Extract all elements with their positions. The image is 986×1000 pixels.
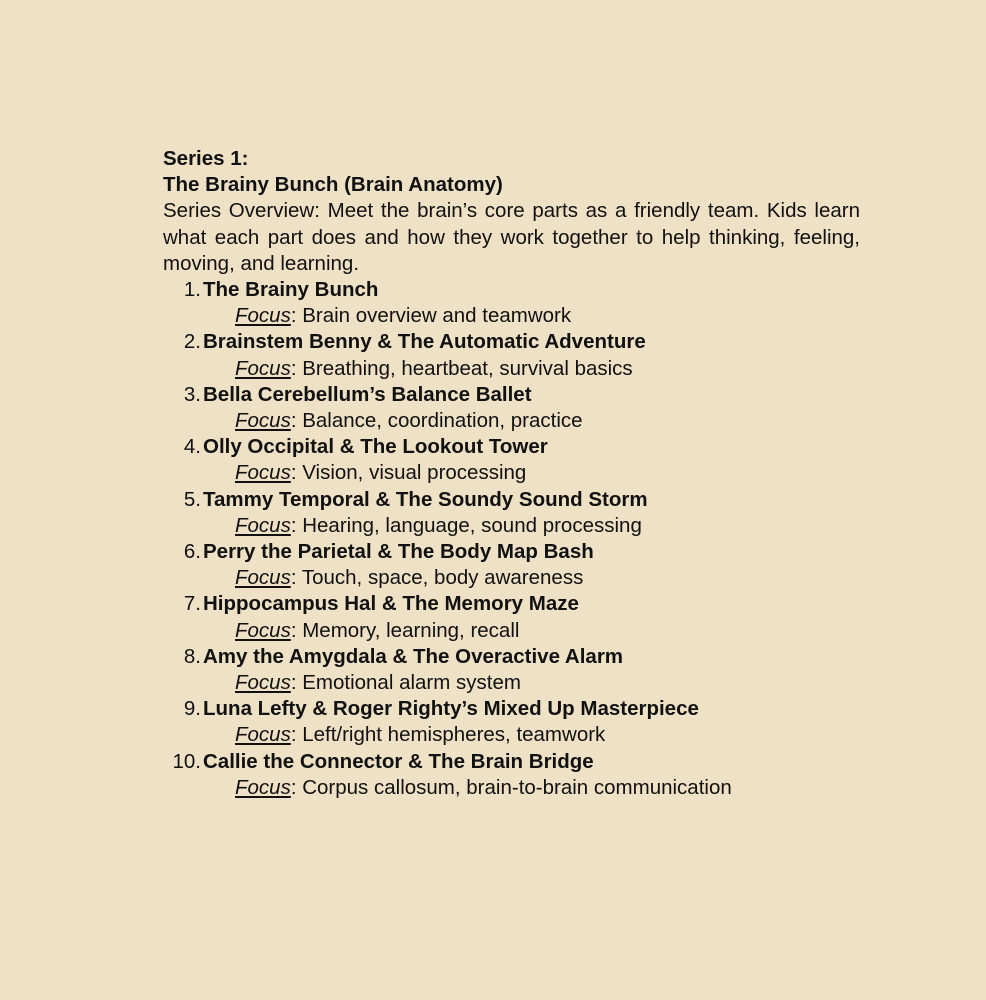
episode-item xyxy=(163,382,860,434)
episode-focus xyxy=(163,722,860,748)
episode-number: 8. xyxy=(183,644,201,668)
focus-text: : Brain overview and teamwork xyxy=(290,304,572,328)
episode-focus xyxy=(163,775,860,801)
episode-heading xyxy=(163,749,860,775)
focus-text: : Balance, coordination, practice xyxy=(290,409,583,433)
episode-heading xyxy=(163,644,860,670)
episode-focus xyxy=(163,513,860,539)
episode-title: Bella Cerebellum’s Balance Ballet xyxy=(203,382,532,406)
episode-title: Olly Occipital & The Lookout Tower xyxy=(203,435,548,459)
episode-number: 7. xyxy=(183,592,201,616)
episode-item xyxy=(163,696,860,748)
episode-focus xyxy=(163,565,860,591)
episode-title: Perry the Parietal & The Body Map Bash xyxy=(203,540,594,564)
focus-label: Focus xyxy=(235,671,291,695)
episode-heading xyxy=(163,696,860,722)
episode-focus xyxy=(163,618,860,644)
focus-text: : Breathing, heartbeat, survival basics xyxy=(290,356,633,380)
episode-title: Tammy Temporal & The Soundy Sound Storm xyxy=(203,487,648,511)
episode-focus xyxy=(163,460,860,486)
episode-number: 4. xyxy=(183,435,201,459)
episode-title: Callie the Connector & The Brain Bridge xyxy=(203,749,594,773)
focus-label: Focus xyxy=(235,566,291,590)
episode-number: 10. xyxy=(172,749,201,773)
episode-item xyxy=(163,329,860,381)
episode-heading xyxy=(163,591,860,617)
episode-number: 6. xyxy=(183,540,201,564)
focus-text: : Memory, learning, recall xyxy=(290,618,520,642)
episode-title: Brainstem Benny & The Automatic Adventure xyxy=(203,330,646,354)
focus-label: Focus xyxy=(235,409,291,433)
episode-title: Amy the Amygdala & The Overactive Alarm xyxy=(203,644,624,668)
episode-heading xyxy=(163,329,860,355)
series-title: The Brainy Bunch (Brain Anatomy) xyxy=(163,173,503,197)
episode-heading xyxy=(163,539,860,565)
episode-title: Luna Lefty & Roger Righty’s Mixed Up Masterpiece xyxy=(203,697,699,721)
episode-item xyxy=(163,434,860,486)
episode-number: 3. xyxy=(183,382,201,406)
episode-number: 2. xyxy=(183,330,201,354)
episode-item xyxy=(163,487,860,539)
focus-label: Focus xyxy=(235,513,291,537)
episode-focus xyxy=(163,408,860,434)
focus-label: Focus xyxy=(235,618,291,642)
focus-text: : Vision, visual processing xyxy=(290,461,527,485)
episode-heading xyxy=(163,277,860,303)
episode-heading xyxy=(163,434,860,460)
episode-heading xyxy=(163,487,860,513)
focus-text: : Touch, space, body awareness xyxy=(290,566,584,590)
episode-item xyxy=(163,749,860,801)
document xyxy=(163,146,860,801)
focus-text: : Left/right hemispheres, teamwork xyxy=(290,723,606,747)
episode-focus xyxy=(163,356,860,382)
focus-label: Focus xyxy=(235,723,291,747)
episode-item xyxy=(163,644,860,696)
episode-item xyxy=(163,277,860,329)
episode-number: 5. xyxy=(183,487,201,511)
focus-label: Focus xyxy=(235,775,291,799)
series-overview: Series Overview: Meet the brain’s core parts as a friendly team. Kids learn what each part does and how they work together to help thinking, feeling, moving, and learning. xyxy=(163,199,860,275)
episode-number: 9. xyxy=(183,697,201,721)
focus-label: Focus xyxy=(235,461,291,485)
focus-text: : Hearing, language, sound processing xyxy=(290,513,642,537)
focus-label: Focus xyxy=(235,356,291,380)
episode-focus xyxy=(163,670,860,696)
episode-list xyxy=(163,277,860,801)
episode-title: The Brainy Bunch xyxy=(203,278,379,302)
episode-item xyxy=(163,591,860,643)
episode-number: 1. xyxy=(183,278,201,302)
focus-text: : Corpus callosum, brain-to-brain communication xyxy=(290,775,732,799)
episode-focus xyxy=(163,303,860,329)
episode-title: Hippocampus Hal & The Memory Maze xyxy=(203,592,579,616)
focus-text: : Emotional alarm system xyxy=(290,671,521,695)
episode-heading xyxy=(163,382,860,408)
focus-label: Focus xyxy=(235,304,291,328)
episode-item xyxy=(163,539,860,591)
series-label: Series 1: xyxy=(163,147,249,170)
